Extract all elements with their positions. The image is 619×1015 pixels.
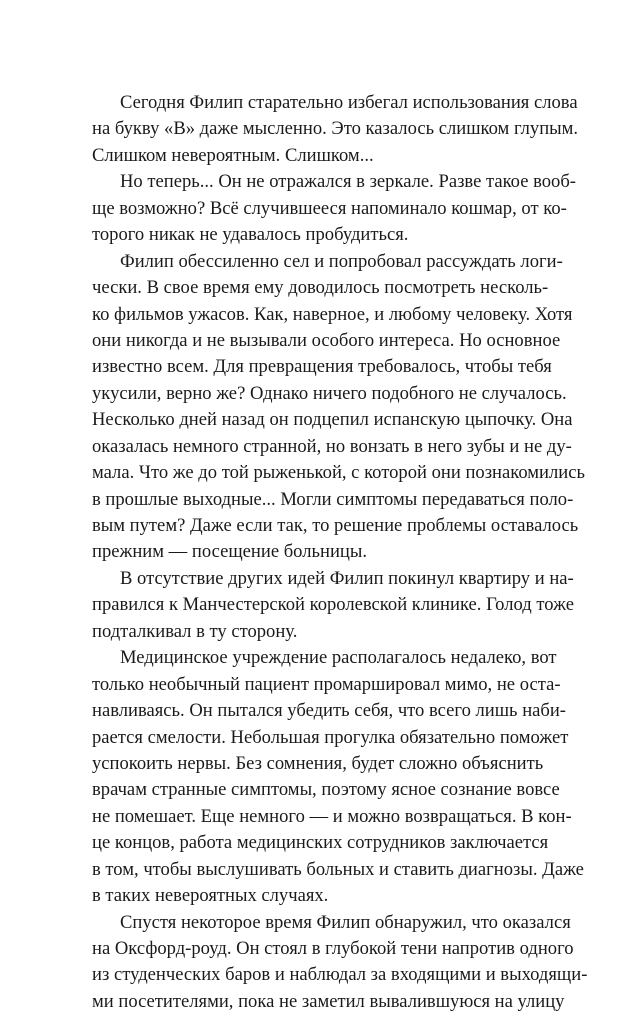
- paragraph: [92, 910, 588, 1015]
- paragraph-line: чески. В свое время ему доводилось посмотреть несколь-: [92, 277, 549, 299]
- paragraph-line: оказалась немного странной, но вонзать в него зубы и не ду-: [92, 435, 572, 457]
- paragraph-line: успокоить нервы. Без сомнения, будет сложно объяснить: [92, 752, 544, 774]
- paragraph-line: це концов, работа медицинских сотрудников заключается: [92, 832, 549, 854]
- paragraph-line: на Оксфорд-роуд. Он стоял в глубокой тени напротив одного: [92, 938, 574, 959]
- paragraph-line: на букву «В» даже мысленно. Это казалось слишком глупым.: [92, 118, 579, 140]
- paragraph-first-line: В отсутствие других идей Филип покинул квартиру и на-: [120, 567, 574, 589]
- paragraph-line: мала. Что же до той рыженькой, с которой они познакомились: [92, 462, 585, 484]
- paragraph-line: из студенческих баров и наблюдал за входящими и выходящи-: [92, 964, 588, 986]
- paragraph-line: известно всем. Для превращения требовалось, чтобы тебя: [92, 356, 552, 378]
- paragraph-line: Несколько дней назад он подцепил испанскую цыпочку. Она: [92, 409, 573, 431]
- paragraph-line: вым путем? Даже если так, то решение проблемы оставалось: [92, 515, 579, 536]
- paragraph: [92, 169, 577, 248]
- paragraph: [92, 566, 574, 645]
- paragraph: [92, 645, 584, 909]
- paragraph-line: прежним — посещение больницы.: [92, 541, 367, 563]
- paragraph-line: не помешает. Еще немного — и можно возвращаться. В кон-: [92, 805, 572, 827]
- paragraph-line: только необычный пациент промаршировал мимо, не оста-: [92, 673, 561, 695]
- paragraph-line: рается смелости. Небольшая прогулка обязательно поможет: [92, 726, 569, 748]
- paragraph-line: навливаясь. Он пытался убедить себя, что всего лишь наби-: [92, 700, 566, 722]
- paragraph-line: Слишком невероятным. Слишком...: [92, 144, 374, 166]
- paragraph-line: торого никак не удавалось пробудиться.: [92, 224, 409, 246]
- paragraph-line: врачам странные симптомы, поэтому ясное сознание вовсе: [92, 779, 560, 801]
- paragraph-first-line: Медицинское учреждение располагалось недалеко, вот: [120, 647, 557, 669]
- paragraph-line: в том, чтобы выслушивать больных и ставить диагнозы. Даже: [92, 858, 584, 880]
- body-text: [92, 90, 588, 1015]
- paragraph-line: ще возможно? Всё случившееся напоминало кошмар, от ко-: [92, 197, 567, 219]
- paragraph-first-line: Спустя некоторое время Филип обнаружил, что оказался: [120, 911, 571, 933]
- paragraph-first-line: Филип обессиленно сел и попробовал рассуждать логи-: [120, 250, 563, 272]
- paragraph-line: в таких невероятных случаях.: [92, 885, 329, 907]
- paragraph-first-line: Сегодня Филип старательно избегал использования слова: [120, 92, 578, 113]
- paragraph-line: правился к Манчестерской королевской клинике. Голод тоже: [92, 594, 574, 616]
- paragraph-line: подталкивал в ту сторону.: [92, 620, 298, 642]
- paragraph-line: ми посетителями, пока не заметил вывалившуюся на улицу: [92, 990, 565, 1012]
- paragraph-line: укусили, верно же? Однако ничего подобного не случалось.: [92, 382, 567, 404]
- paragraph-line: в прошлые выходные... Могли симптомы передаваться поло-: [92, 488, 574, 510]
- paragraph-line: они никогда и не вызывали особого интереса. Но основное: [92, 329, 561, 351]
- paragraph: [92, 249, 585, 566]
- paragraph-line: ко фильмов ужасов. Как, наверное, и любому человеку. Хотя: [92, 303, 573, 325]
- paragraph: [92, 90, 579, 169]
- paragraph-first-line: Но теперь... Он не отражался в зеркале. Разве такое вооб-: [120, 171, 577, 193]
